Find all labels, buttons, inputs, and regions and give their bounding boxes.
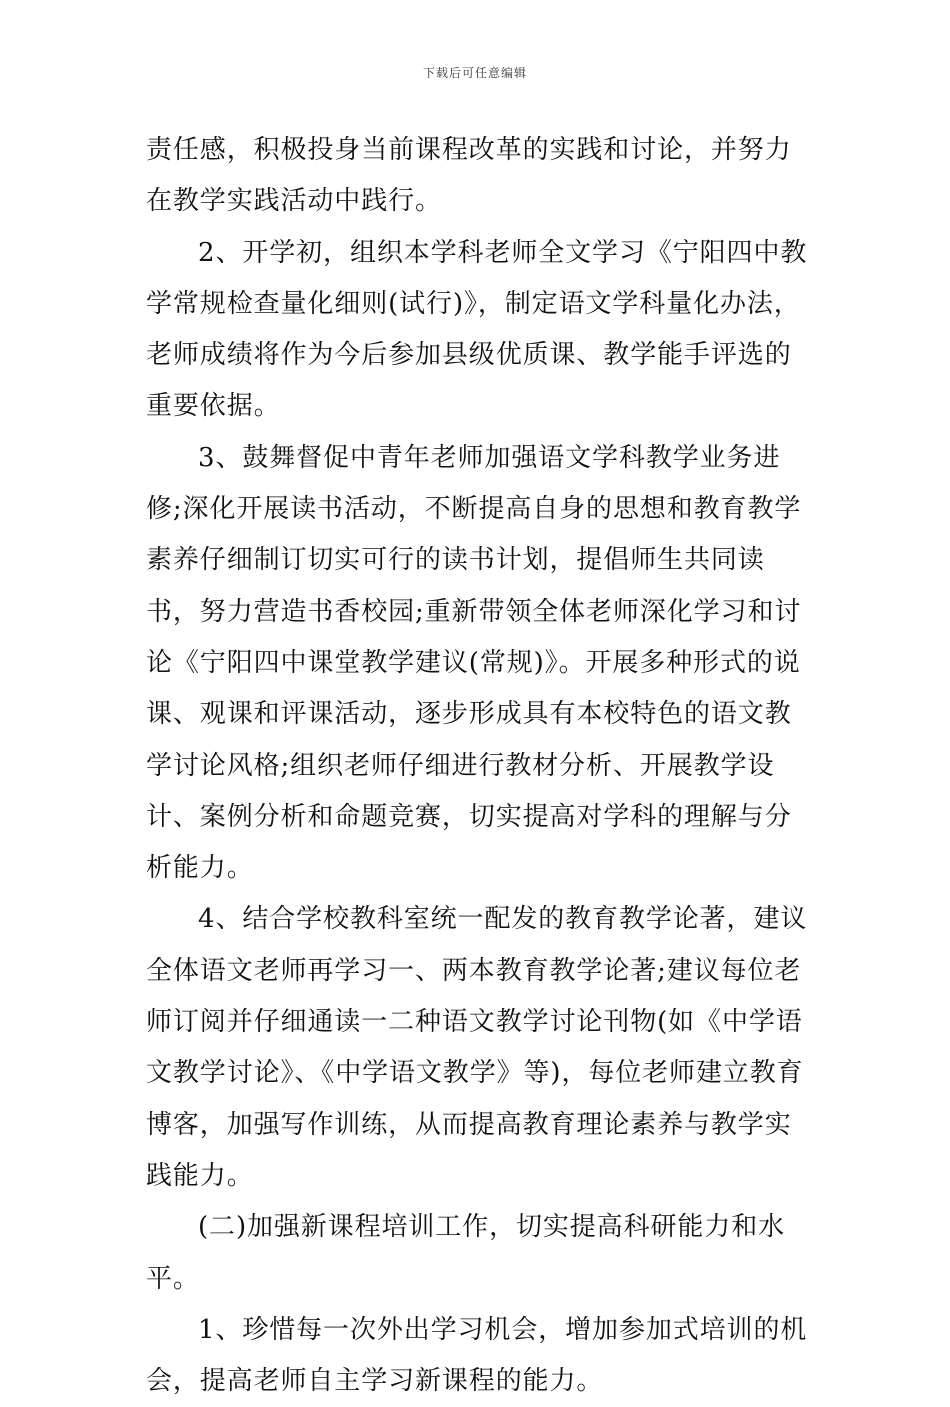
page-header: 下载后可任意编辑 <box>422 66 527 80</box>
section-heading: (二)加强新课程培训工作，切实提高科研能力和水平。 <box>146 1212 785 1294</box>
paragraph-1: 责任感，积极投身当前课程改革的实践和讨论，并努力在教学实践活动中践行。 <box>146 135 792 217</box>
paragraph-3: 3、鼓舞督促中青年老师加强语文学科教学业务进修;深化开展读书活动，不断提高自身的思想和教育教学素养仔细制订切实可行的读书计划，提倡师生共同读书，努力营造书香校园;重新带领全体老师深化学习和讨论《宁阳四中课堂教学建议(常规)》。开展多种形式的说课、观课和评课活动，逐步形成具有本校特色的语文教学讨论风格;组织老师仔细进行教材分析、开展教学设计、案例分析和命题竞赛，切实提高对学科的理解与分析能力。 <box>146 442 802 884</box>
document-body <box>146 125 814 1407</box>
paragraph-2: 2、开学初，组织本学科老师全文学习《宁阳四中教学常规检查量化细则(试行)》，制定语文学科量化办法，老师成绩将作为今后参加县级优质课、教学能手评选的重要依据。 <box>146 237 808 422</box>
paragraph-5: 1、珍惜每一次外出学习机会，增加参加式培训的机会，提高老师自主学习新课程的能力。 <box>146 1314 808 1397</box>
paragraph-4: 4、结合学校教科室统一配发的教育教学论著，建议全体语文老师再学习一、两本教育教学论著;建议每位老师订阅并仔细通读一二种语文教学讨论刊物(如《中学语文教学讨论》、《中学语文教学》等)，每位老师建立教育博客，加强写作训练，从而提高教育理论素养与教学实践能力。 <box>146 904 808 1191</box>
